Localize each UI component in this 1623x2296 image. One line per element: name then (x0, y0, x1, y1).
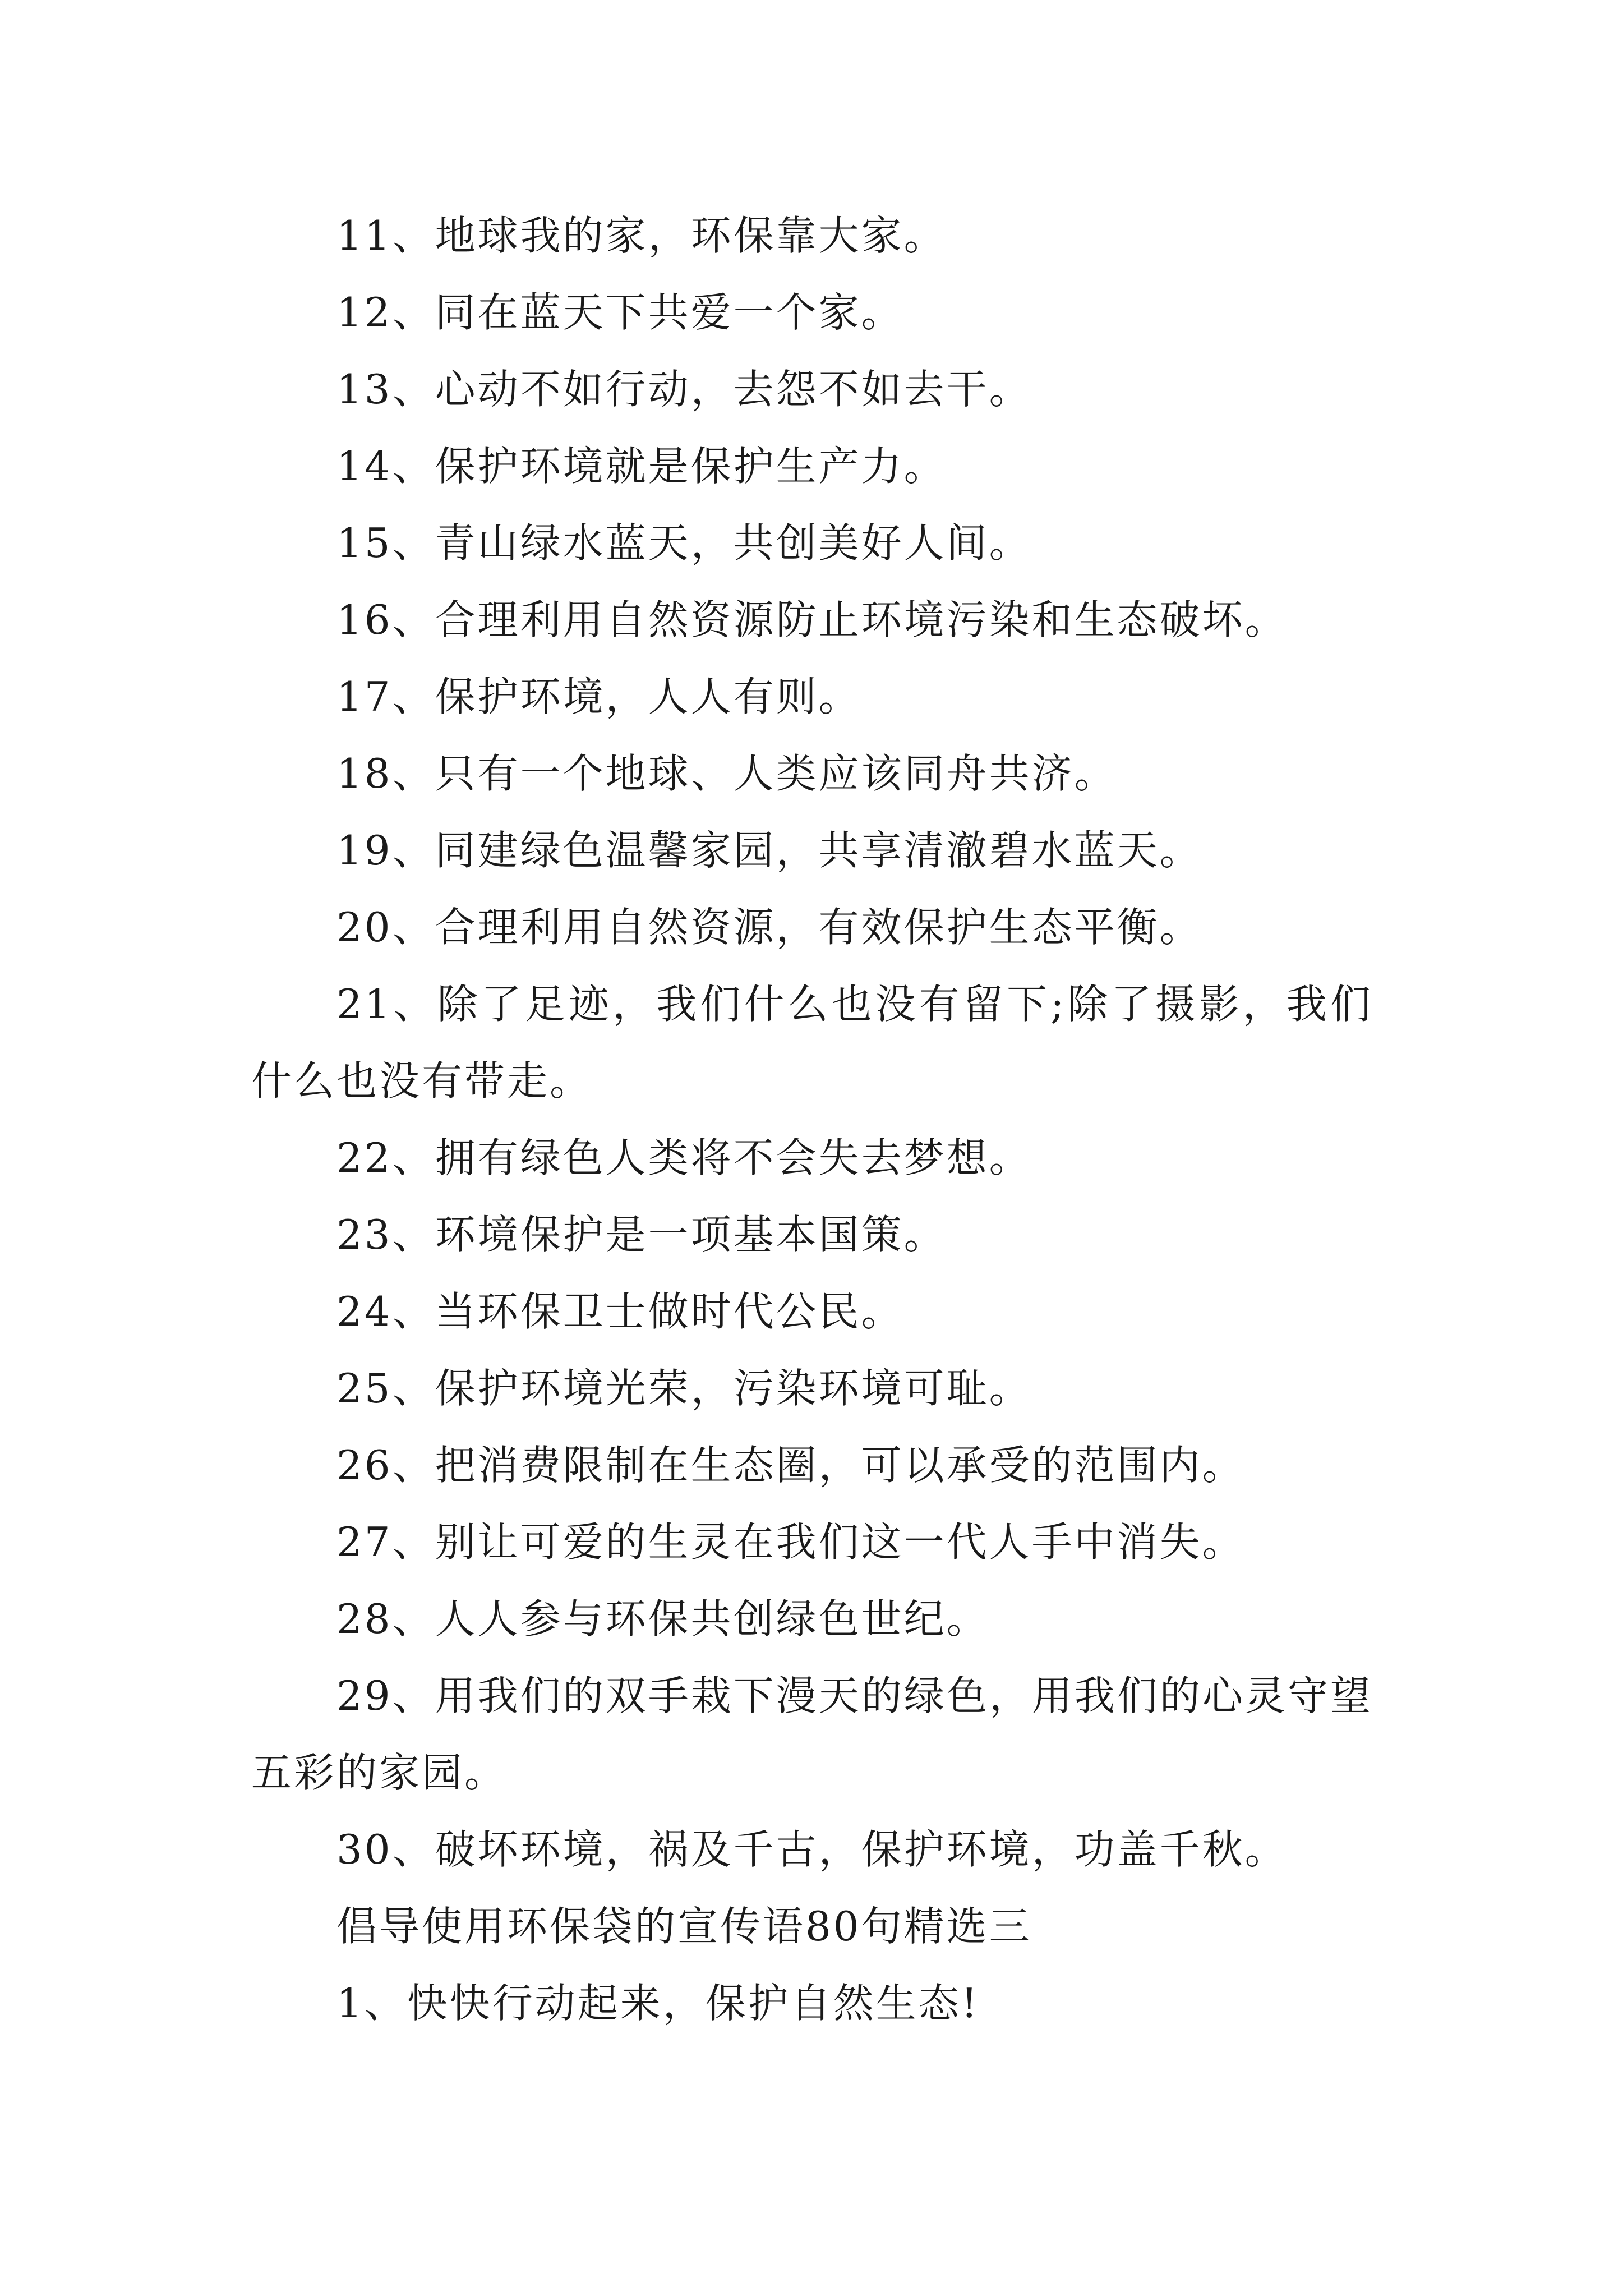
paragraph-28: 28、人人参与环保共创绿色世纪。 (336, 1595, 989, 1642)
document-body (251, 197, 1373, 2042)
paragraph-19: 19、同建绿色温馨家园，共享清澈碧水蓝天。 (336, 827, 1202, 874)
paragraph-21: 21、除了足迹，我们什么也没有留下;除了摄影，我们什么也没有带走。 (251, 981, 1373, 1105)
paragraph-14: 14、保护环境就是保护生产力。 (336, 443, 947, 490)
paragraph-26: 26、把消费限制在生态圈，可以承受的范围内。 (336, 1442, 1245, 1489)
paragraph-18: 18、只有一个地球、人类应该同舟共济。 (336, 750, 1117, 797)
paragraph-20: 20、合理利用自然资源，有效保护生态平衡。 (336, 904, 1202, 951)
paragraph-22: 22、拥有绿色人类将不会失去梦想。 (336, 1134, 1032, 1181)
paragraph-11: 11、地球我的家，环保靠大家。 (336, 212, 947, 259)
paragraph-27: 27、别让可爱的生灵在我们这一代人手中消失。 (336, 1519, 1245, 1566)
paragraph-12: 12、同在蓝天下共爱一个家。 (336, 289, 904, 336)
paragraph-23: 23、环境保护是一项基本国策。 (336, 1211, 947, 1258)
section-heading: 倡导使用环保袋的宣传语80句精选三 (336, 1903, 1032, 1950)
paragraph-29: 29、用我们的双手栽下漫天的绿色，用我们的心灵守望五彩的家园。 (251, 1672, 1373, 1796)
paragraph-17: 17、保护环境，人人有则。 (336, 673, 861, 720)
paragraph-16: 16、合理利用自然资源防止环境污染和生态破坏。 (336, 596, 1288, 643)
paragraph-13: 13、心动不如行动，去怨不如去干。 (336, 366, 1032, 413)
paragraph-1: 1、快快行动起来，保护自然生态! (336, 1980, 980, 2027)
paragraph-15: 15、青山绿水蓝天，共创美好人间。 (336, 519, 1032, 567)
paragraph-30: 30、破坏环境，祸及千古，保护环境，功盖千秋。 (336, 1826, 1288, 1873)
paragraph-25: 25、保护环境光荣，污染环境可耻。 (336, 1365, 1032, 1412)
paragraph-24: 24、当环保卫士做时代公民。 (336, 1288, 904, 1335)
